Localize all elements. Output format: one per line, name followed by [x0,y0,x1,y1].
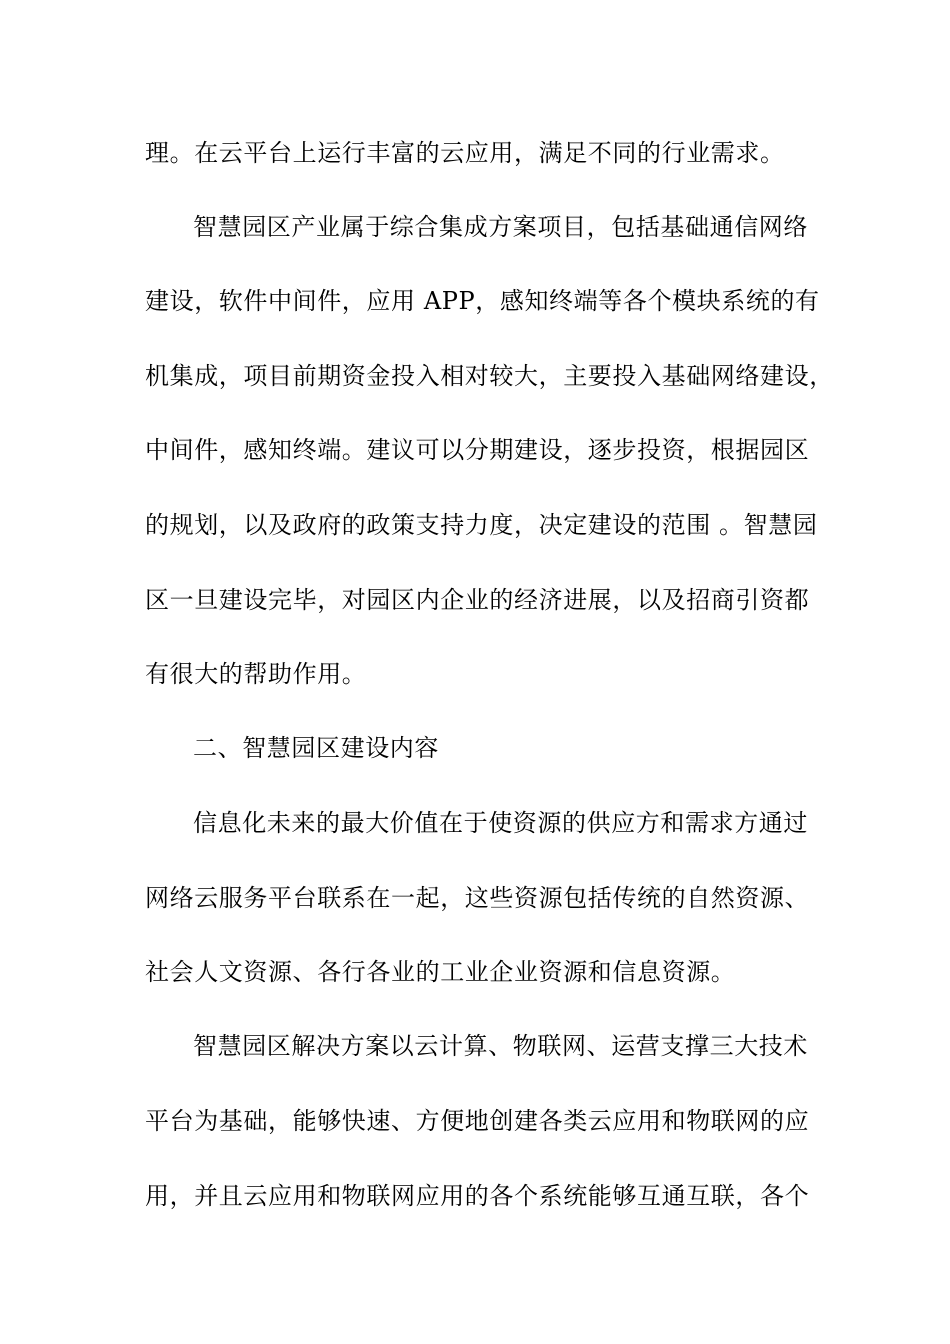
text-line: 建设，软件中间件，应用 APP，感知终端等各个模块系统的有 [145,287,820,315]
paragraph-first-line: 智慧园区产业属于综合集成方案项目，包括基础通信网络 [193,213,808,241]
paragraph-first-line: 信息化未来的最大价值在于使资源的供应方和需求方通过 [193,809,808,837]
text-line: 中间件，感知终端。建议可以分期建设，逐步投资，根据园区 [145,436,810,464]
text-line: 有很大的帮助作用。 [145,660,367,688]
text-line: 的规划，以及政府的政策支持力度，决定建设的范围 。智慧园 [145,511,818,539]
paragraph-first-line: 智慧园区解决方案以云计算、物联网、运营支撑三大技术 [193,1032,808,1060]
text-line: 机集成，项目前期资金投入相对较大，主要投入基础网络建设， [145,362,834,390]
text-line: 网络云服务平台联系在一起，这些资源包括传统的自然资源、 [145,884,810,912]
text-line: 用，并且云应用和物联网应用的各个系统能够互通互联，各个 [145,1182,810,1210]
section-heading: 二、智慧园区建设内容 [193,734,439,762]
text-line: 区一旦建设完毕，对园区内企业的经济进展，以及招商引资都 [145,586,810,614]
text-line: 平台为基础，能够快速、方便地创建各类云应用和物联网的应 [145,1107,810,1135]
text-line: 理。在云平台上运行丰富的云应用，满足不同的行业需求。 [145,139,785,167]
text-line: 社会人文资源、各行各业的工业企业资源和信息资源。 [145,958,736,986]
